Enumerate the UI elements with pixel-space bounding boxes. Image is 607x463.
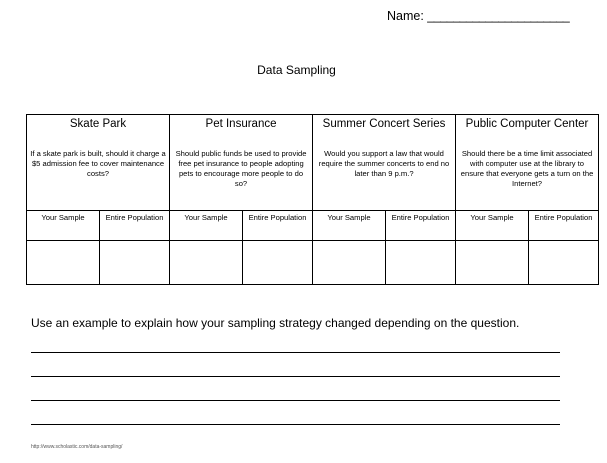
topic-question: If a skate park is built, should it charge a $5 admission fee to cover maintenance costs?	[30, 149, 166, 178]
topic-pet-insurance	[170, 115, 313, 211]
page-title	[0, 63, 607, 77]
column-header-row	[27, 211, 599, 241]
topic-name: Pet Insurance	[205, 118, 277, 130]
entire-population-header: Entire Population	[386, 211, 456, 241]
topic-skate-park	[27, 115, 170, 211]
answer-cell[interactable]	[313, 241, 386, 285]
source-url: http://www.scholastic.com/data-sampling/	[31, 444, 123, 450]
name-label: Name:	[387, 9, 428, 23]
your-sample-header: Your Sample	[27, 211, 100, 241]
topic-summer-concert-series	[313, 115, 456, 211]
answer-cell[interactable]	[27, 241, 100, 285]
name-blank-line[interactable]: ______________________	[427, 9, 570, 23]
your-sample-header: Your Sample	[313, 211, 386, 241]
answer-row	[27, 241, 599, 285]
answer-line[interactable]	[31, 352, 560, 353]
topic-name: Skate Park	[69, 118, 127, 130]
sampling-table	[26, 114, 599, 285]
topic-name: Summer Concert Series	[322, 118, 446, 130]
answer-line[interactable]	[31, 400, 560, 401]
answer-cell[interactable]	[100, 241, 170, 285]
your-sample-header: Your Sample	[170, 211, 243, 241]
answer-cell[interactable]	[529, 241, 599, 285]
entire-population-header: Entire Population	[100, 211, 170, 241]
explanation-prompt: Use an example to explain how your sampling strategy changed depending on the question.	[31, 316, 520, 330]
topic-public-computer-center	[456, 115, 599, 211]
answer-cell[interactable]	[243, 241, 313, 285]
topic-question: Would you support a law that would require the summer concerts to end no later than 9 p.m.?	[318, 149, 450, 178]
page-title-text: Data Sampling	[257, 63, 336, 77]
topic-name: Public Computer Center	[465, 118, 589, 130]
answer-cell[interactable]	[456, 241, 529, 285]
entire-population-header: Entire Population	[243, 211, 313, 241]
name-field	[387, 9, 569, 23]
answer-line[interactable]	[31, 424, 560, 425]
answer-line[interactable]	[31, 376, 560, 377]
your-sample-header: Your Sample	[456, 211, 529, 241]
topic-row	[27, 115, 599, 211]
topic-question: Should public funds be used to provide free pet insurance to people adopting pets to encourage more people to do so?	[175, 149, 307, 188]
answer-cell[interactable]	[170, 241, 243, 285]
entire-population-header: Entire Population	[529, 211, 599, 241]
answer-cell[interactable]	[386, 241, 456, 285]
topic-question: Should there be a time limit associated with computer use at the library to ensure that everyone gets a turn on the Internet?	[460, 149, 594, 188]
